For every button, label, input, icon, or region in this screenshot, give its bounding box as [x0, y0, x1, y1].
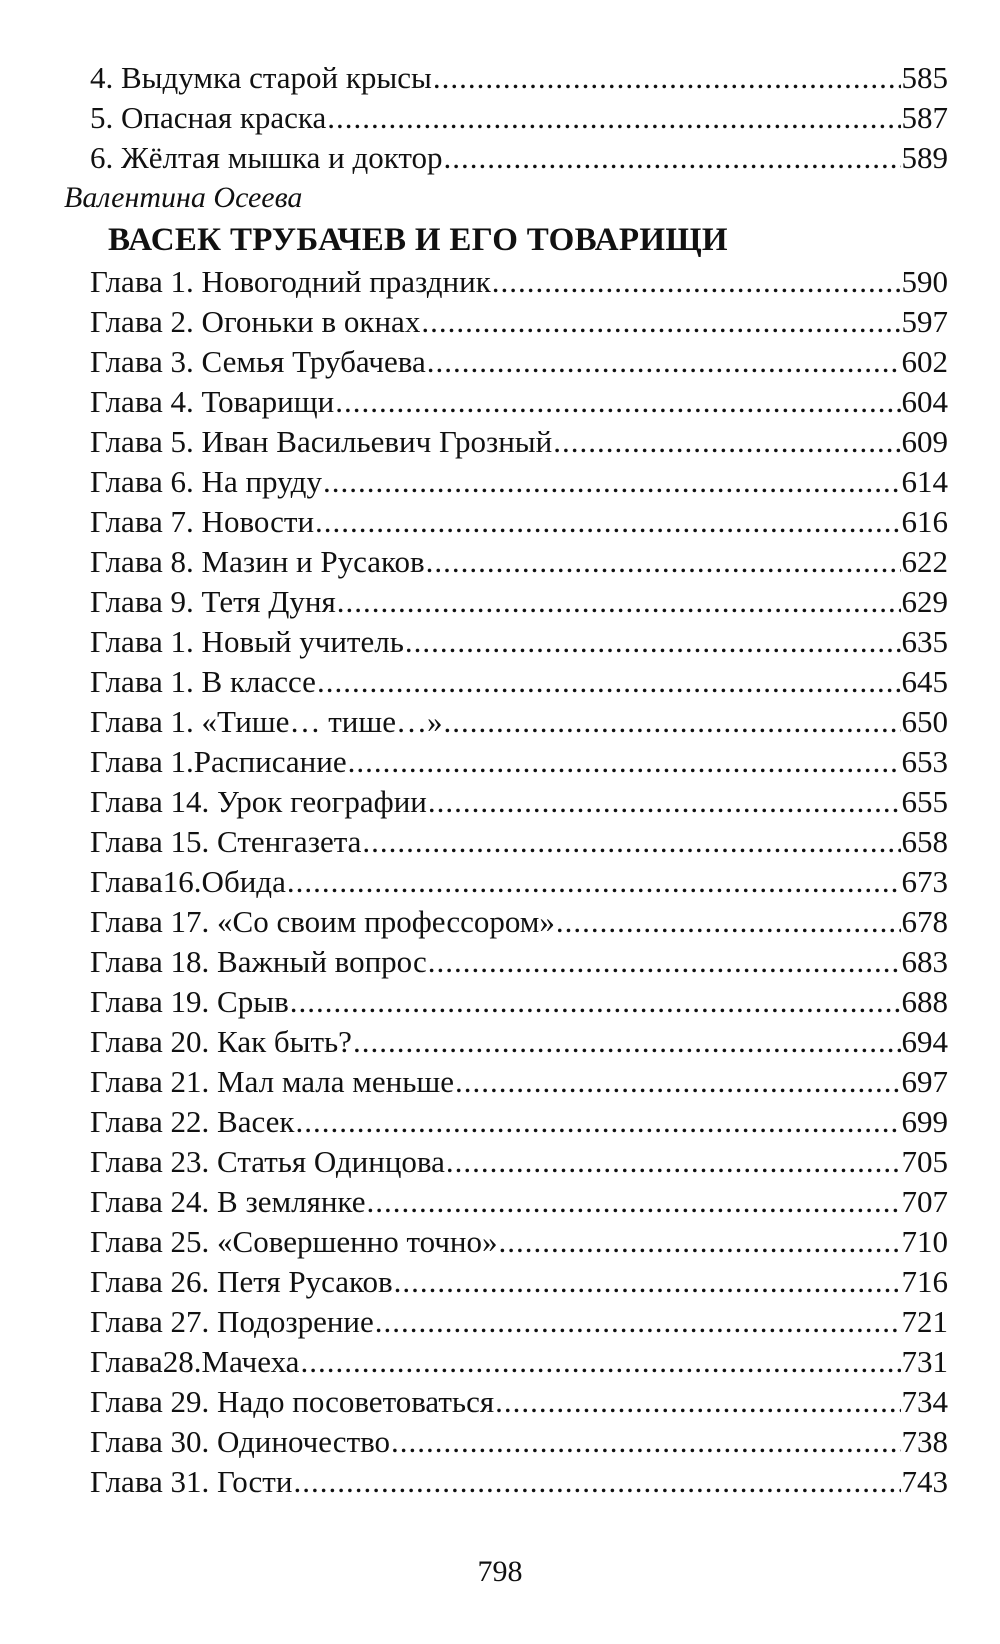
- toc-dot-leader: [300, 1342, 900, 1382]
- toc-dot-leader: [426, 542, 901, 582]
- toc-entry-title: Глава16.Обида: [90, 864, 286, 899]
- toc-entry-title: Глава 5. Иван Васильевич Грозный: [90, 424, 553, 459]
- toc-entry-title: Глава 24. В землянке: [90, 1184, 366, 1219]
- toc-entry-page: 590: [901, 264, 948, 299]
- toc-entry: [64, 422, 954, 462]
- toc-dot-leader: [421, 302, 900, 342]
- toc-entry-page: 699: [901, 1104, 948, 1139]
- toc-entry-page: 645: [901, 664, 948, 699]
- toc-dot-leader: [495, 1382, 900, 1422]
- toc-entry-page: 585: [901, 60, 948, 95]
- toc-dot-leader: [553, 422, 900, 462]
- toc-entry-page: 734: [901, 1384, 948, 1419]
- toc-entry: [64, 1462, 954, 1502]
- toc-entry-title: 6. Жёлтая мышка и доктор: [90, 140, 443, 175]
- toc-entry: [64, 702, 954, 742]
- toc-dot-leader: [394, 1262, 901, 1302]
- toc-entry: [64, 262, 954, 302]
- toc-entry-page: 604: [901, 384, 948, 419]
- toc-entry: [64, 582, 954, 622]
- toc-dot-leader: [348, 742, 901, 782]
- toc-entry-title: Глава 30. Одиночество: [90, 1424, 391, 1459]
- toc-entry-page: 697: [901, 1064, 948, 1099]
- toc-entry: [64, 902, 954, 942]
- toc-entry: [64, 382, 954, 422]
- toc-entry-page: 650: [901, 704, 948, 739]
- toc-entry-title: Глава 22. Васек: [90, 1104, 295, 1139]
- toc-dot-leader: [375, 1302, 901, 1342]
- toc-dot-leader: [444, 138, 901, 178]
- toc-entry-page: 589: [901, 140, 948, 175]
- toc-entry-title: Глава 9. Тетя Дуня: [90, 584, 336, 619]
- toc-dot-leader: [446, 1142, 901, 1182]
- previous-work-entries: [64, 58, 954, 178]
- toc-dot-leader: [295, 1102, 900, 1142]
- toc-entry: [64, 662, 954, 702]
- toc-entry-title: Глава 17. «Со своим профессором»: [90, 904, 555, 939]
- toc-dot-leader: [499, 1222, 901, 1262]
- toc-entry: [64, 302, 954, 342]
- toc-entry-title: 4. Выдумка старой крысы: [90, 60, 432, 95]
- toc-entry-page: 597: [901, 304, 948, 339]
- toc-dot-leader: [335, 382, 900, 422]
- toc-entry-title: Глава28.Мачеха: [90, 1344, 300, 1379]
- toc-dot-leader: [293, 1462, 900, 1502]
- toc-entry: [64, 622, 954, 662]
- toc-entry-title: Глава 21. Мал мала меньше: [90, 1064, 455, 1099]
- toc-dot-leader: [315, 502, 900, 542]
- table-of-contents: [64, 58, 954, 1502]
- toc-dot-leader: [405, 622, 901, 662]
- toc-dot-leader: [427, 342, 901, 382]
- toc-entry: [64, 1142, 954, 1182]
- toc-entry-title: Глава 19. Срыв: [90, 984, 289, 1019]
- toc-entry: [64, 1222, 954, 1262]
- toc-entry-page: 743: [901, 1464, 948, 1499]
- toc-entry-page: 678: [901, 904, 948, 939]
- toc-dot-leader: [556, 902, 901, 942]
- page-number: 798: [477, 1555, 523, 1588]
- toc-entry: [64, 542, 954, 582]
- toc-entry: [64, 822, 954, 862]
- toc-entry-page: 683: [901, 944, 948, 979]
- toc-entry-page: 635: [901, 624, 948, 659]
- toc-entry-title: Глава 14. Урок географии: [90, 784, 427, 819]
- toc-dot-leader: [327, 98, 900, 138]
- toc-dot-leader: [366, 1182, 900, 1222]
- toc-entry-page: 694: [901, 1024, 948, 1059]
- toc-dot-leader: [287, 862, 901, 902]
- toc-entry-title: Глава 1. «Тише… тише…»: [90, 704, 443, 739]
- toc-entry-title: Глава 23. Статья Одинцова: [90, 1144, 445, 1179]
- toc-entry-title: Глава 20. Как быть?: [90, 1024, 352, 1059]
- toc-entry-page: 688: [901, 984, 948, 1019]
- toc-dot-leader: [443, 702, 900, 742]
- toc-entry: [64, 342, 954, 382]
- toc-entry-page: 710: [901, 1224, 948, 1259]
- toc-entry-title: Глава 8. Мазин и Русаков: [90, 544, 425, 579]
- toc-entry-title: Глава 4. Товарищи: [90, 384, 335, 419]
- toc-dot-leader: [337, 582, 901, 622]
- toc-entry-page: 587: [901, 100, 948, 135]
- toc-entry-title: Глава 2. Огоньки в окнах: [90, 304, 421, 339]
- toc-entry-title: Глава 1. Новый учитель: [90, 624, 404, 659]
- toc-entry-page: 622: [901, 544, 948, 579]
- toc-entry-title: Глава 31. Гости: [90, 1464, 293, 1499]
- toc-dot-leader: [433, 58, 901, 98]
- toc-entry: [64, 942, 954, 982]
- toc-entry: [64, 58, 954, 98]
- toc-entry-page: 673: [901, 864, 948, 899]
- toc-dot-leader: [317, 662, 901, 702]
- toc-entry: [64, 1422, 954, 1462]
- toc-entry-page: 609: [901, 424, 948, 459]
- toc-entry-title: Глава 7. Новости: [90, 504, 315, 539]
- toc-entry: [64, 862, 954, 902]
- toc-entry-title: Глава 25. «Совершенно точно»: [90, 1224, 498, 1259]
- toc-dot-leader: [362, 822, 900, 862]
- toc-entry: [64, 1182, 954, 1222]
- chapter-list: [64, 262, 954, 1502]
- toc-entry-title: Глава 18. Важный вопрос: [90, 944, 427, 979]
- toc-entry-page: 707: [901, 1184, 948, 1219]
- toc-entry-page: 658: [901, 824, 948, 859]
- toc-entry: [64, 462, 954, 502]
- toc-dot-leader: [323, 462, 901, 502]
- toc-entry: [64, 502, 954, 542]
- toc-dot-leader: [428, 782, 901, 822]
- work-title: ВАСЕК ТРУБАЧЕВ И ЕГО ТОВАРИЩИ: [108, 222, 728, 258]
- toc-entry-page: 602: [901, 344, 948, 379]
- toc-entry: [64, 1262, 954, 1302]
- toc-entry-page: 614: [901, 464, 948, 499]
- toc-entry-page: 629: [901, 584, 948, 619]
- toc-dot-leader: [492, 262, 901, 302]
- toc-entry: [64, 1022, 954, 1062]
- toc-entry: [64, 982, 954, 1022]
- toc-entry-title: Глава 1. В классе: [90, 664, 316, 699]
- toc-entry-page: 716: [901, 1264, 948, 1299]
- toc-entry: [64, 1062, 954, 1102]
- toc-entry: [64, 1342, 954, 1382]
- toc-dot-leader: [455, 1062, 900, 1102]
- toc-dot-leader: [290, 982, 901, 1022]
- author-name: Валентина Осеева: [64, 181, 303, 214]
- toc-entry-page: 655: [901, 784, 948, 819]
- toc-entry-page: 721: [901, 1304, 948, 1339]
- toc-entry-title: 5. Опасная краска: [90, 100, 327, 135]
- toc-entry-title: Глава 1. Новогодний праздник: [90, 264, 491, 299]
- toc-dot-leader: [391, 1422, 900, 1462]
- toc-entry-page: 653: [901, 744, 948, 779]
- toc-entry: [64, 742, 954, 782]
- toc-dot-leader: [428, 942, 901, 982]
- toc-entry-title: Глава 15. Стенгазета: [90, 824, 362, 859]
- toc-entry: [64, 1382, 954, 1422]
- toc-entry-title: Глава 1.Расписание: [90, 744, 347, 779]
- toc-entry: [64, 1102, 954, 1142]
- toc-entry-title: Глава 26. Петя Русаков: [90, 1264, 393, 1299]
- toc-entry: [64, 138, 954, 178]
- toc-entry-title: Глава 29. Надо посоветоваться: [90, 1384, 495, 1419]
- toc-entry-title: Глава 27. Подозрение: [90, 1304, 374, 1339]
- toc-entry: [64, 782, 954, 822]
- toc-entry-page: 738: [901, 1424, 948, 1459]
- toc-entry: [64, 1302, 954, 1342]
- toc-entry: [64, 98, 954, 138]
- toc-entry-page: 731: [901, 1344, 948, 1379]
- toc-entry-title: Глава 6. На пруду: [90, 464, 322, 499]
- toc-entry-title: Глава 3. Семья Трубачева: [90, 344, 426, 379]
- toc-entry-page: 705: [901, 1144, 948, 1179]
- toc-entry-page: 616: [901, 504, 948, 539]
- toc-dot-leader: [353, 1022, 901, 1062]
